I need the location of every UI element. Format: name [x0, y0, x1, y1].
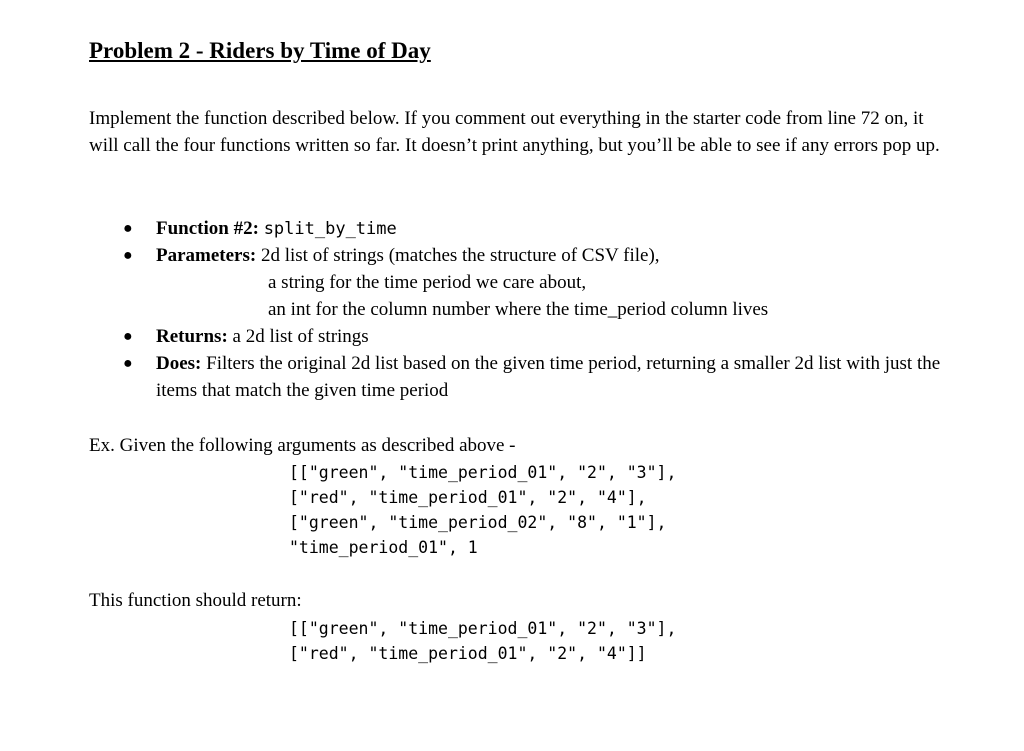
bullet-icon: ● — [123, 354, 133, 372]
parameters-bullet — [89, 243, 969, 324]
code-line: ["green", "time_period_02", "8", "1"], — [289, 513, 667, 533]
example-arguments-code — [289, 460, 969, 560]
bullet-icon: ● — [123, 246, 133, 264]
code-line: [["green", "time_period_01", "2", "3"], — [289, 463, 677, 483]
parameter-line-1: 2d list of strings (matches the structure of CSV file), — [260, 244, 660, 266]
returns-label: Returns: — [156, 325, 228, 347]
bullet-icon: ● — [123, 219, 133, 237]
does-bullet — [89, 351, 969, 405]
function-name: split_by_time — [263, 218, 397, 239]
problem-title: Problem 2 - Riders by Time of Day — [89, 38, 431, 63]
code-line: [["green", "time_period_01", "2", "3"], — [289, 618, 677, 638]
function-bullet — [89, 216, 969, 243]
code-line: ["red", "time_period_01", "2", "4"], — [289, 488, 647, 508]
example-intro: Ex. Given the following arguments as described above - — [89, 434, 516, 456]
intro-paragraph: Implement the function described below. If you comment out everything in the starter code from line 72 on, it will call the four functions written so far. It doesn’t print anything, but you’ll be able to see if any errors pop up. — [89, 107, 940, 156]
parameter-line-2: a string for the time period we care about, — [268, 271, 587, 293]
does-label: Does: — [156, 352, 202, 374]
bullet-icon: ● — [123, 327, 133, 345]
returns-bullet — [89, 324, 969, 351]
spec-list — [89, 216, 969, 405]
parameters-label: Parameters: — [156, 244, 257, 266]
parameter-line-3: an int for the column number where the time_period column lives — [268, 298, 769, 320]
returns-text: a 2d list of strings — [232, 325, 369, 347]
document-page — [89, 36, 969, 666]
return-intro: This function should return: — [89, 590, 302, 612]
does-text: Filters the original 2d list based on the given time period, returning a smaller 2d list with just the items that match the given time period — [156, 352, 941, 401]
code-line: ["red", "time_period_01", "2", "4"]] — [289, 643, 647, 663]
function-label: Function #2: — [156, 217, 259, 239]
code-line: "time_period_01", 1 — [289, 538, 478, 558]
example-return-code — [289, 616, 969, 666]
